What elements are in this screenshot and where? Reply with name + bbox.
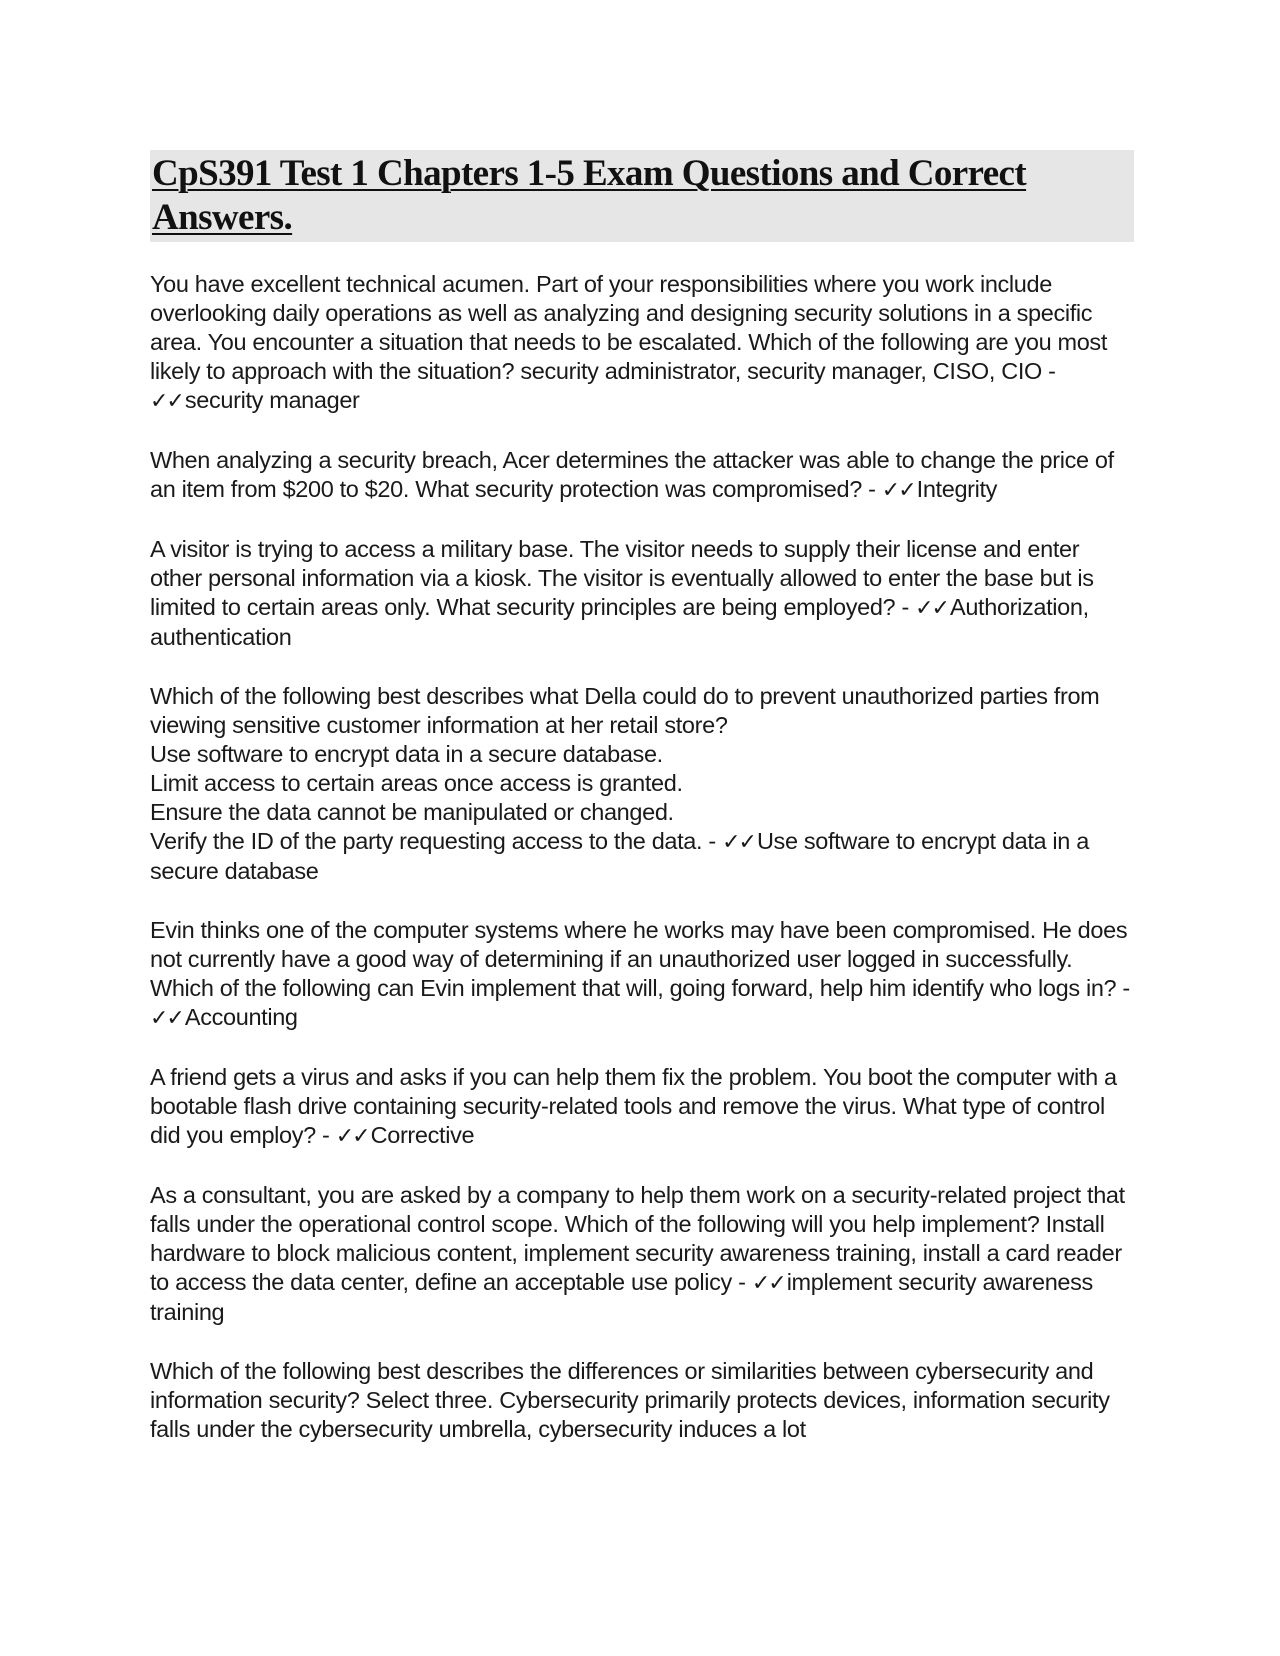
option-text: Ensure the data cannot be manipulated or changed.	[150, 799, 674, 825]
double-check-icon: ✓✓	[150, 389, 183, 414]
double-check-icon: ✓✓	[881, 478, 915, 503]
double-check-icon: ✓✓	[751, 1271, 785, 1296]
answer-text: Integrity	[916, 476, 998, 502]
answer-text: implement security awareness training	[150, 1269, 1093, 1325]
double-check-icon: ✓✓	[915, 596, 948, 621]
question-text: Which of the following best describes what Della could do to prevent unauthorized parties from viewing sensitive customer information at her retail store?	[150, 683, 1100, 738]
question-item	[150, 682, 1134, 886]
double-check-icon: ✓✓	[150, 1006, 183, 1031]
document-page	[150, 150, 1134, 1474]
title-banner	[150, 150, 1134, 242]
question-text: A friend gets a virus and asks if you can help them fix the problem. You boot the computer with a bootable flash drive containing security-related tools and remove the virus. What type of control did you employ? -	[150, 1064, 1117, 1148]
question-text: Which of the following best describes the differences or similarities between cybersecurity and information security? Select three. Cybersecurity primarily protects devices, information security falls under the cybersecurity umbrella, cybersecurity induces a lot	[150, 1358, 1110, 1442]
answer-text: security manager	[184, 387, 360, 413]
option-text: Verify the ID of the party requesting access to the data. -	[150, 828, 716, 854]
question-item	[150, 1357, 1134, 1444]
question-text: As a consultant, you are asked by a company to help them work on a security-related project that falls under the operational control scope. Which of the following will you help implement? Install hardware to block malicious content, implement security awareness training, install a card reader to access the data center, define an acceptable use policy -	[150, 1182, 1125, 1295]
question-item	[150, 535, 1134, 652]
document-title: CpS391 Test 1 Chapters 1-5 Exam Questions and Correct Answers.	[152, 153, 1027, 238]
answer-text: Corrective	[370, 1122, 475, 1148]
option-text: Use software to encrypt data in a secure database.	[150, 741, 663, 767]
question-text: You have excellent technical acumen. Part of your responsibilities where you work include overlooking daily operations as well as analyzing and designing security solutions in a specific area. You encounter a situation that needs to be escalated. Which of the following are you most likely to approach with the situation? security administrator, security manager, CISO, CIO -	[150, 271, 1107, 384]
double-check-icon: ✓✓	[335, 1124, 369, 1149]
question-text: Evin thinks one of the computer systems where he works may have been compromised. He does not currently have a good way of determining if an unauthorized user logged in successfully. Which of the following can Evin implement that will, going forward, help him identify who logs in? -	[150, 917, 1130, 1001]
answer-text: Accounting	[184, 1004, 298, 1030]
question-item	[150, 916, 1134, 1033]
answer-text: Authorization, authentication	[150, 594, 1089, 650]
question-item	[150, 270, 1134, 416]
question-text: A visitor is trying to access a military base. The visitor needs to supply their license and enter other personal information via a kiosk. The visitor is eventually allowed to enter the base but is limited to certain areas only. What security principles are being employed? -	[150, 536, 1094, 620]
question-text: When analyzing a security breach, Acer determines the attacker was able to change the price of an item from $200 to $20. What security protection was compromised? -	[150, 447, 1114, 502]
double-check-icon: ✓✓	[722, 830, 755, 855]
option-text: Limit access to certain areas once access is granted.	[150, 770, 683, 796]
question-item	[150, 446, 1134, 505]
answer-text: Use software to encrypt data in a secure database	[150, 828, 1089, 884]
question-item	[150, 1063, 1134, 1151]
question-item	[150, 1181, 1134, 1327]
